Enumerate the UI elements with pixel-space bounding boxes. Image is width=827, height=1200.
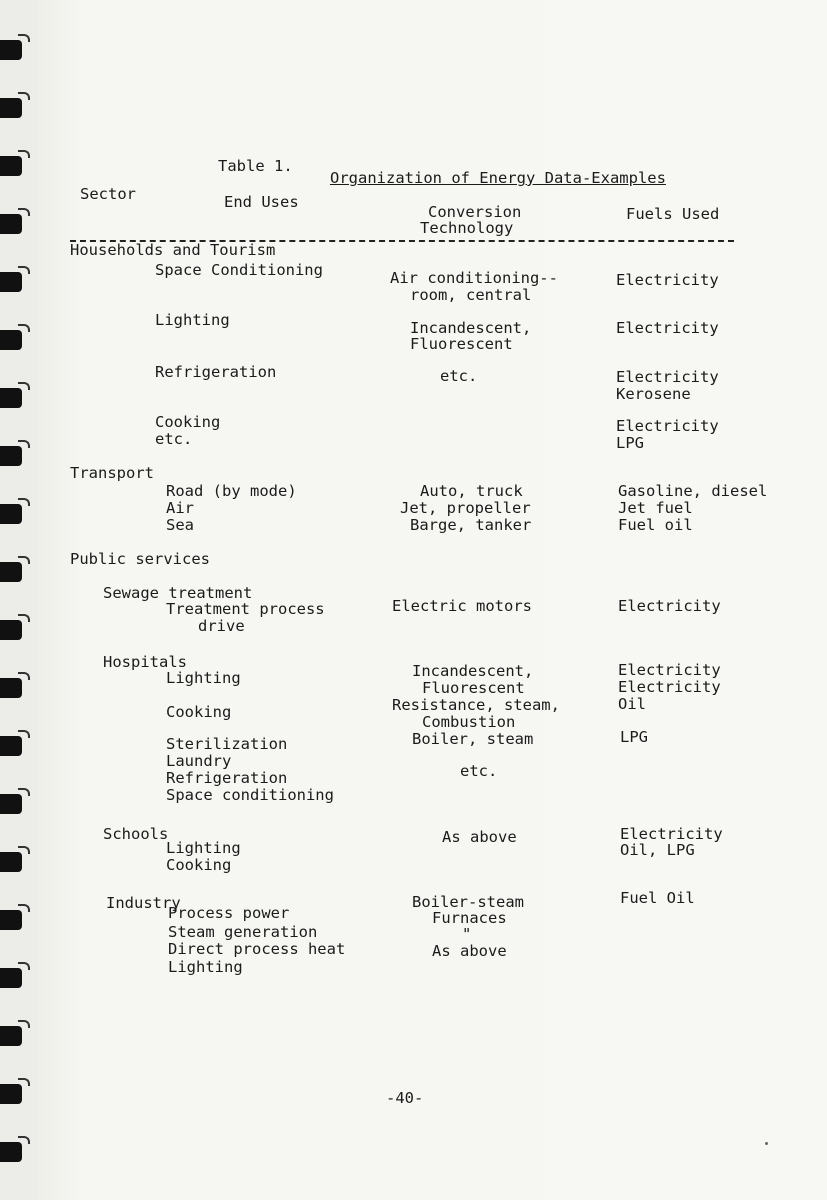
- fuel-electricity: Electricity: [618, 597, 721, 615]
- fuel-electricity: Electricity: [616, 271, 719, 289]
- binding-ring: [0, 40, 22, 60]
- conversion-incandescent: Incandescent,: [412, 662, 534, 680]
- binding-ring: [0, 968, 22, 988]
- sector-transport: Transport: [70, 464, 154, 482]
- conversion-resistance-steam: Resistance, steam,: [392, 696, 560, 714]
- binding-ring: [0, 562, 22, 582]
- conversion-as-above: As above: [442, 828, 517, 846]
- fuel-oil-lpg: Oil, LPG: [620, 841, 695, 859]
- end-use-sterilization: Sterilization: [166, 735, 288, 753]
- conversion-combustion: Combustion: [422, 713, 516, 731]
- end-use-cooking: Cooking: [166, 703, 232, 721]
- fuel-gasoline-diesel: Gasoline, diesel: [618, 482, 768, 500]
- binding-ring: [0, 504, 22, 524]
- binding-ring: [0, 446, 22, 466]
- sector-public-services: Public services: [70, 550, 210, 568]
- end-use-lighting: Lighting: [155, 311, 230, 329]
- conversion-etc: etc.: [460, 762, 498, 780]
- conversion-boiler-steam: Boiler, steam: [412, 730, 534, 748]
- fuel-electricity: Electricity: [616, 368, 719, 386]
- binding-ring: [0, 388, 22, 408]
- binding-ring: [0, 214, 22, 234]
- column-header-conversion: Conversion: [428, 203, 522, 221]
- scan-speck: [765, 1142, 768, 1145]
- end-use-direct-process-heat: Direct process heat: [168, 940, 346, 958]
- end-use-sea: Sea: [166, 516, 194, 534]
- fuel-oil: Fuel oil: [618, 516, 693, 534]
- conversion-as-above: As above: [432, 942, 507, 960]
- fuel-electricity: Electricity: [618, 661, 721, 679]
- end-use-refrigeration: Refrigeration: [166, 769, 288, 787]
- end-use-refrigeration: Refrigeration: [155, 363, 277, 381]
- conversion-etc: etc.: [440, 367, 478, 385]
- end-use-cooking: Cooking: [155, 413, 221, 431]
- end-use-lighting: Lighting: [166, 839, 241, 857]
- binding-ring: [0, 794, 22, 814]
- sector-households: Households and Tourism: [70, 241, 276, 259]
- page-number: -40-: [386, 1089, 424, 1107]
- conversion-jet-propeller: Jet, propeller: [400, 499, 531, 517]
- binding-ring: [0, 1084, 22, 1104]
- end-use-lighting: Lighting: [166, 669, 241, 687]
- column-header-fuels: Fuels Used: [626, 205, 720, 223]
- conversion-barge-tanker: Barge, tanker: [410, 516, 532, 534]
- fuel-electricity: Electricity: [620, 825, 723, 843]
- end-use-space-conditioning: Space Conditioning: [155, 261, 323, 279]
- fuel-electricity: Electricity: [616, 319, 719, 337]
- sub-sector-hospitals: Hospitals: [103, 653, 187, 671]
- binding-ring: [0, 1026, 22, 1046]
- binding-ring: [0, 272, 22, 292]
- binding-ring: [0, 330, 22, 350]
- conversion-air-conditioning: Air conditioning--: [390, 269, 558, 287]
- fuel-electricity: Electricity: [616, 417, 719, 435]
- fuel-jet-fuel: Jet fuel: [618, 499, 693, 517]
- end-use-etc: etc.: [155, 430, 193, 448]
- end-use-air: Air: [166, 499, 194, 517]
- binding-ring: [0, 156, 22, 176]
- column-header-technology: Technology: [420, 219, 514, 237]
- conversion-room-central: room, central: [410, 286, 532, 304]
- fuel-oil: Oil: [618, 695, 646, 713]
- binding-ring: [0, 98, 22, 118]
- column-header-sector: Sector: [80, 185, 136, 203]
- end-use-space-conditioning: Space conditioning: [166, 786, 334, 804]
- binding-ring: [0, 736, 22, 756]
- binding-ring: [0, 620, 22, 640]
- binding-ring: [0, 910, 22, 930]
- end-use-drive: drive: [198, 617, 245, 635]
- sector-industry: Industry: [106, 894, 181, 912]
- conversion-boiler-steam: Boiler-steam: [412, 893, 524, 911]
- end-use-laundry: Laundry: [166, 752, 232, 770]
- end-use-road: Road (by mode): [166, 482, 297, 500]
- sub-sector-sewage: Sewage treatment: [103, 584, 253, 602]
- fuel-lpg: LPG: [620, 728, 648, 746]
- end-use-lighting: Lighting: [168, 958, 243, 976]
- fuel-electricity: Electricity: [618, 678, 721, 696]
- fuel-kerosene: Kerosene: [616, 385, 691, 403]
- table-title: Organization of Energy Data-Examples: [330, 169, 666, 187]
- conversion-electric-motors: Electric motors: [392, 597, 532, 615]
- binding-ring: [0, 852, 22, 872]
- table-caption: Table 1.: [218, 157, 293, 175]
- conversion-fluorescent: Fluorescent: [422, 679, 525, 697]
- fuel-oil: Fuel Oil: [620, 889, 695, 907]
- conversion-auto-truck: Auto, truck: [420, 482, 523, 500]
- conversion-incandescent: Incandescent,: [410, 319, 532, 337]
- conversion-ditto: ": [462, 925, 472, 943]
- conversion-fluorescent: Fluorescent: [410, 335, 513, 353]
- end-use-treatment-process: Treatment process: [166, 600, 325, 618]
- column-header-end-uses: End Uses: [224, 193, 299, 211]
- end-use-process-power: Process power: [168, 904, 290, 922]
- conversion-furnaces: Furnaces: [432, 909, 507, 927]
- sub-sector-schools: Schools: [103, 825, 169, 843]
- binding-ring: [0, 1142, 22, 1162]
- fuel-lpg: LPG: [616, 434, 644, 452]
- end-use-steam-generation: Steam generation: [168, 923, 318, 941]
- end-use-cooking: Cooking: [166, 856, 232, 874]
- binding-ring: [0, 678, 22, 698]
